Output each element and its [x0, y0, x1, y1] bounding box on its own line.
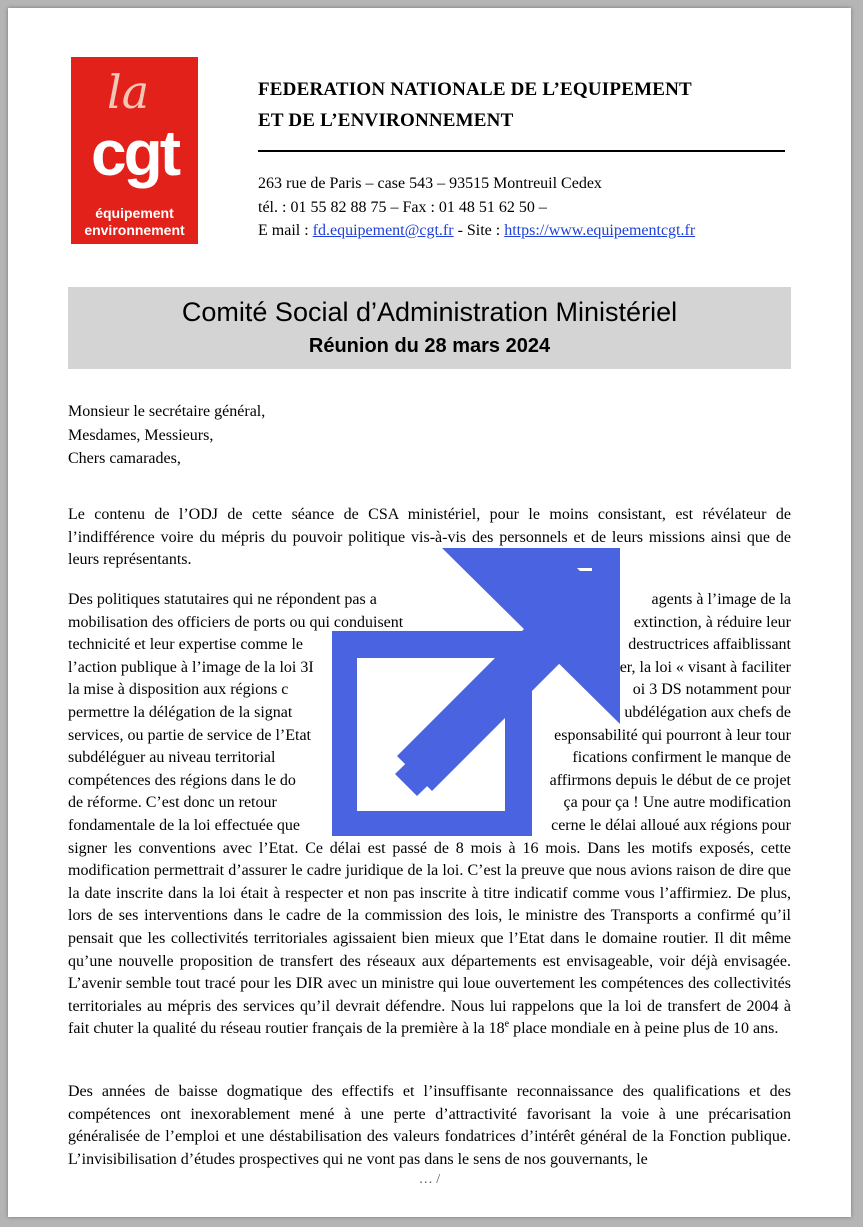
- email-site-line: [258, 219, 695, 243]
- paragraph-1: Le contenu de l’ODJ de cette séance de CSA ministériel, pour le moins consistant, est révélateur de l’indifférence voire du mépris du pouvoir politique vis-à-vis des personnels et de leurs missions ainsi que de leurs représentants.: [68, 506, 791, 569]
- email-label: E mail :: [258, 222, 313, 239]
- site-link[interactable]: https://www.equipementcgt.fr: [504, 222, 696, 239]
- text-fragment: subdéléguer au niveau territorial: [68, 749, 276, 767]
- salutation: [68, 400, 265, 471]
- text-fragment: extinction, à réduire leur: [633, 613, 791, 631]
- text-fragment: ubdélégation aux chefs de: [624, 703, 791, 721]
- external-link-icon[interactable]: [327, 546, 622, 842]
- text-fragment: services, ou partie de service de l’Etat: [68, 726, 311, 744]
- paragraph-2-end: place mondiale en à peine plus de 10 ans.: [509, 1020, 779, 1038]
- page-continuation: … /: [418, 1172, 441, 1187]
- header-divider: [258, 150, 785, 152]
- text-fragment: l’action publique à l’image de la loi 3I: [68, 658, 314, 676]
- salutation-line: Chers camarades,: [68, 450, 181, 468]
- meeting-date: Réunion du 28 mars 2024: [308, 335, 551, 357]
- contact-block: [258, 172, 695, 243]
- phone-fax: tél. : 01 55 82 88 75 – Fax : 01 48 51 62 50 –: [258, 198, 547, 216]
- text-fragment: er, la loi « visant à faciliter: [619, 658, 791, 676]
- paragraph-3: Des années de baisse dogmatique des effectifs et l’insuffisante reconnaissance des qualifications et des compétences ont inexorablement mené à une perte d’attractivité favorisant la voie à une précarisation généralisée de l’emploi et une déstabilisation des valeurs fondatrices d’intérêt général de la Fonction publique. L’invisibilisation d’études prospectives qui ne vont pas dans le sens de nos gouvernants, le: [68, 1083, 791, 1168]
- document-title: Comité Social d’Administration Ministériel: [181, 297, 678, 327]
- email-link[interactable]: fd.equipement@cgt.fr: [312, 222, 454, 239]
- text-fragment: fondamentale de la loi effectuée que: [68, 816, 301, 834]
- logo-cgt-text: cgt: [91, 117, 178, 189]
- text-fragment: oi 3 DS notamment pour: [632, 681, 791, 699]
- text-fragment: de réforme. C’est donc un retour: [68, 794, 277, 812]
- text-fragment: fications confirment le manque de: [572, 749, 791, 767]
- superscript: e: [504, 1018, 510, 1030]
- text-fragment: permettre la délégation de la signat: [68, 703, 293, 721]
- postal-address: 263 rue de Paris – case 543 – 93515 Montreuil Cedex: [258, 175, 602, 192]
- document-page: [8, 8, 851, 1217]
- org-title-line1: FEDERATION NATIONALE DE L’EQUIPEMENT: [258, 79, 692, 100]
- text-fragment: compétences des régions dans le do: [68, 771, 296, 789]
- salutation-line: Monsieur le secrétaire général,: [68, 403, 266, 420]
- site-label: - Site :: [453, 222, 505, 239]
- paragraph-2-text: signer les conventions avec l’Etat. Ce délai est passé de 8 mois à 16 mois. Dans les motifs exposés, cette modification permettrait d’assurer le cadre juridique de la loi. C’est la preuve que nous avions raison de dire que la date inscrite dans la loi était à respecter et non pas inscrite à titre indicatif comme vous l’affirmiez. De plus, lors de ses interventions dans le cadre de la commission des lois, le ministre des Transports a confirmé qu’il pensait que les collectivités territoriales agissaient bien mieux que l’Etat dans le domaine routier. Il dit même qu’une nouvelle proposition de transfert des réseaux aux départements est envisageable, voir déjà envisagée. L’avenir semble tout tracé pour les DIR avec un ministre qui loue ouvertement les compétences des collectivités territoriales au mépris des services qu’il devrait défendre. Nous lui rappelons que la loi de transfert de 2004 à fait chuter la qualité du réseau routier français de la première à la 18: [68, 839, 791, 1038]
- text-fragment: Des politiques statutaires qui ne répondent pas a: [68, 591, 377, 608]
- text-fragment: agents à l’image de la: [651, 591, 791, 608]
- text-fragment: technicité et leur expertise comme le: [68, 636, 303, 654]
- logo-equipement-text: équipement: [95, 205, 174, 221]
- salutation-line: Mesdames, Messieurs,: [68, 426, 214, 444]
- logo-la-text: la: [107, 65, 150, 119]
- text-fragment: cerne le délai alloué aux régions pour: [551, 816, 791, 834]
- text-fragment: destructrices affaiblissant: [628, 636, 791, 654]
- text-fragment: affirmons depuis le début de ce projet: [549, 771, 791, 789]
- title-banner: [68, 287, 791, 369]
- text-fragment: mobilisation des officiers de ports ou qui conduisent: [68, 613, 404, 631]
- org-title-line2: ET DE L’ENVIRONNEMENT: [258, 110, 514, 131]
- text-fragment: esponsabilité qui pourront à leur tour: [554, 726, 791, 744]
- cgt-logo: [71, 57, 198, 244]
- text-fragment: ça pour ça ! Une autre modification: [563, 794, 791, 812]
- organization-title: [258, 74, 692, 136]
- text-fragment: la mise à disposition aux régions c: [68, 681, 289, 699]
- logo-environnement-text: environnement: [84, 222, 185, 238]
